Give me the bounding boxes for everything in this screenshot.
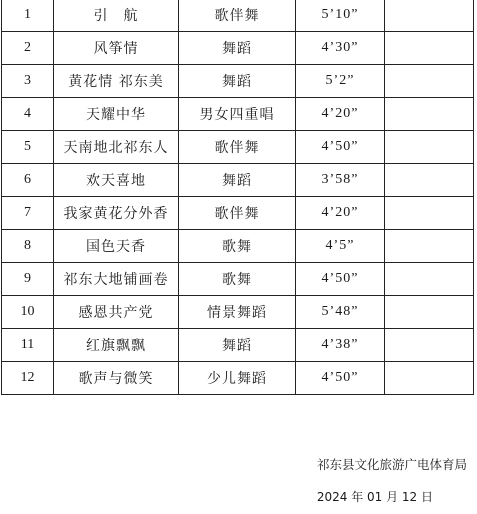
table-row (2, 32, 474, 65)
program-type-cell: 歌伴舞 (179, 131, 296, 164)
program-duration-cell: 4’50” (296, 131, 385, 164)
program-duration-cell: 4’38” (296, 329, 385, 362)
program-name-cell: 欢天喜地 (54, 164, 179, 197)
program-type-cell: 舞蹈 (179, 329, 296, 362)
program-type-cell: 舞蹈 (179, 32, 296, 65)
program-type-cell: 舞蹈 (179, 164, 296, 197)
program-duration-cell: 4’5” (296, 230, 385, 263)
program-name-cell: 天南地北祁东人 (54, 131, 179, 164)
program-duration-cell: 4’30” (296, 32, 385, 65)
program-type-cell: 情景舞蹈 (179, 296, 296, 329)
program-duration-cell: 3’58” (296, 164, 385, 197)
program-name-cell: 天耀中华 (54, 98, 179, 131)
program-number-cell: 4 (2, 98, 54, 131)
program-extra-cell (385, 230, 474, 263)
program-type-cell: 少儿舞蹈 (179, 362, 296, 395)
table-row (2, 131, 474, 164)
program-extra-cell (385, 197, 474, 230)
program-number-cell: 12 (2, 362, 54, 395)
table-row (2, 329, 474, 362)
issuing-organization: 祁东县文化旅游广电体育局 (316, 457, 467, 472)
table-row (2, 362, 474, 395)
program-duration-cell: 4’20” (296, 197, 385, 230)
program-number-cell: 8 (2, 230, 54, 263)
program-name-cell: 感恩共产党 (54, 296, 179, 329)
program-name-cell: 我家黄花分外香 (54, 197, 179, 230)
program-number-cell: 10 (2, 296, 54, 329)
program-duration-cell: 5’2” (296, 65, 385, 98)
program-type-cell: 歌伴舞 (179, 0, 296, 32)
program-table-body (2, 0, 474, 395)
program-type-cell: 男女四重唱 (179, 98, 296, 131)
program-extra-cell (385, 131, 474, 164)
program-name-cell: 祁东大地铺画卷 (54, 263, 179, 296)
program-name-cell: 引 航 (54, 0, 179, 32)
table-row (2, 296, 474, 329)
program-duration-cell: 5’10” (296, 0, 385, 32)
program-duration-cell: 4’20” (296, 98, 385, 131)
program-number-cell: 11 (2, 329, 54, 362)
program-name-cell: 红旗飘飘 (54, 329, 179, 362)
program-name-cell: 黄花情 祁东美 (54, 65, 179, 98)
program-number-cell: 1 (2, 0, 54, 32)
program-number-cell: 6 (2, 164, 54, 197)
table-row (2, 98, 474, 131)
issue-date: 2024 年 01 月 12 日 (316, 490, 433, 504)
program-number-cell: 3 (2, 65, 54, 98)
program-number-cell: 5 (2, 131, 54, 164)
program-type-cell: 歌伴舞 (179, 197, 296, 230)
table-row (2, 164, 474, 197)
program-duration-cell: 4’50” (296, 263, 385, 296)
program-type-cell: 歌舞 (179, 263, 296, 296)
table-row (2, 230, 474, 263)
program-extra-cell (385, 0, 474, 32)
program-duration-cell: 5’48” (296, 296, 385, 329)
program-number-cell: 2 (2, 32, 54, 65)
program-extra-cell (385, 329, 474, 362)
table-row (2, 263, 474, 296)
program-extra-cell (385, 164, 474, 197)
program-number-cell: 7 (2, 197, 54, 230)
program-extra-cell (385, 296, 474, 329)
program-table (1, 0, 474, 395)
program-name-cell: 国色天香 (54, 230, 179, 263)
program-extra-cell (385, 32, 474, 65)
program-duration-cell: 4’50” (296, 362, 385, 395)
table-row (2, 197, 474, 230)
program-extra-cell (385, 98, 474, 131)
program-type-cell: 舞蹈 (179, 65, 296, 98)
program-type-cell: 歌舞 (179, 230, 296, 263)
program-extra-cell (385, 263, 474, 296)
program-name-cell: 风筝情 (54, 32, 179, 65)
program-extra-cell (385, 362, 474, 395)
program-extra-cell (385, 65, 474, 98)
table-row (2, 65, 474, 98)
program-number-cell: 9 (2, 263, 54, 296)
table-row (2, 0, 474, 32)
program-name-cell: 歌声与微笑 (54, 362, 179, 395)
